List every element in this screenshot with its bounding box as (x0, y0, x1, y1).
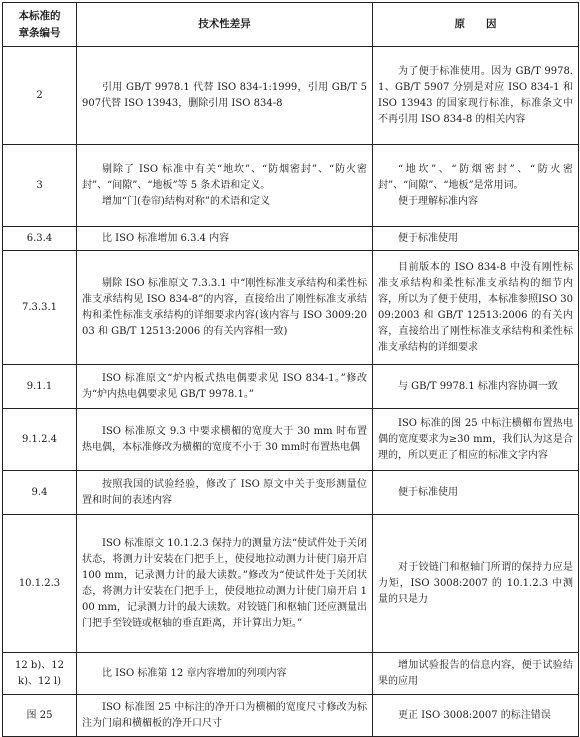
difference-text: ISO 标准原文“炉内板式热电偶要求见 ISO 834-1。”修改为“炉内热电偶要求见 GB/T 9978.1。” (82, 372, 367, 400)
difference-text: 剔除 ISO 标准原文 7.3.3.1 中“刚性标准支承结构和柔性标准支承结构见 ISO 834-8”的内容，直接给出了刚性标准支承结构和柔性标准支承结构的详细要求内容(该内容与 ISO 3009:2003 和 GB/T 12513:2006 的有关内容相一致) (82, 277, 367, 337)
reason-cell (373, 515, 579, 653)
difference-cell (77, 695, 373, 737)
header-clause-line-2: 章条编号 (18, 26, 61, 39)
header-clause-number (3, 3, 77, 47)
difference-cell (77, 653, 373, 695)
clause-cell: 6.3.4 (3, 227, 77, 251)
difference-cell (77, 251, 373, 365)
difference-cell (77, 145, 373, 227)
difference-cell (77, 365, 373, 409)
difference-cell (77, 227, 373, 251)
table-row (3, 145, 579, 227)
header-clause-line-1: 本标准的 (18, 9, 61, 22)
clause-cell: 9.4 (3, 471, 77, 515)
difference-text: 剔除了 ISO 标准中有关“地坎”、“防烟密封”、“防火密封”、“间隙”、“地板”等 5 条术语和定义。 (82, 163, 367, 191)
reason-cell (373, 365, 579, 409)
reason-cell (373, 227, 579, 251)
table-header-row (3, 3, 579, 47)
reason-text: 为了便于标准使用。因为 GB/T 9978.1、GB/T 5907 分别是对应 ISO 834-1 和 ISO 13943 的国家现行标准，标准条文中不再引用 ISO 834-8 的相关内容 (378, 65, 573, 125)
reason-text: 对于铰链门和枢轴门所谓的保持力应是力矩，ISO 3008:2007 的 10.1.2.3 中测量的只是力 (378, 561, 573, 605)
table-row (3, 227, 579, 251)
reason-text: 便于标准使用 (398, 486, 458, 498)
table-row (3, 47, 579, 145)
difference-text: ISO 标准原文 9.3 中要求横楣的宽度大于 30 mm 时布置热电偶，本标准修改为横楣的宽度不小于 30 mm时布置热电偶 (82, 425, 367, 453)
difference-text: 比 ISO 标准增加 6.3.4 内容 (102, 232, 230, 244)
clause-cell: 12 b)、12 k)、12 l) (3, 653, 77, 695)
difference-text: ISO 标准图 25 中标注的净开口为横楣的宽度尺寸修改为标注为门扇和横楣板的净开口尺寸 (82, 701, 367, 729)
reason-cell (373, 145, 579, 227)
reason-text: 增加试验报告的信息内容，便于试验结果的应用 (378, 659, 573, 687)
clause-cell: 10.1.2.3 (3, 515, 77, 653)
table-row (3, 365, 579, 409)
clause-cell: 图 25 (3, 695, 77, 737)
clause-cell: 3 (3, 145, 77, 227)
reason-cell (373, 47, 579, 145)
difference-text: 比 ISO 标准第 12 章内容增加的列项内容 (102, 667, 287, 679)
clause-cell: 7.3.3.1 (3, 251, 77, 365)
table-row (3, 653, 579, 695)
table-row (3, 515, 579, 653)
header-technical-difference: 技术性差异 (77, 3, 373, 47)
difference-text: 引用 GB/T 9978.1 代替 ISO 834-1:1999，引用 GB/T 5907代替 ISO 13943，删除引用 ISO 834-8 (82, 81, 367, 109)
technical-differences-table (2, 2, 579, 737)
reason-text: 更正 ISO 3008:2007 的标注错误 (398, 709, 551, 721)
reason-cell (373, 653, 579, 695)
difference-cell (77, 515, 373, 653)
reason-text: 便于标准使用 (398, 232, 458, 244)
clause-cell: 9.1.1 (3, 365, 77, 409)
difference-cell (77, 47, 373, 145)
reason-text: 便于理解标准内容 (398, 195, 478, 207)
table-row (3, 409, 579, 471)
reason-text: “地坎”、“防烟密封”、“防火密封”、“间隙”、“地板”是常用词。 (378, 163, 573, 191)
table-row (3, 471, 579, 515)
reason-text: ISO 标准的图 25 中标注横楣布置热电偶的宽度要求为≥30 mm，我们认为这是合理的，所以更正了相应的标准文字内容 (378, 417, 573, 461)
document-page (2, 2, 578, 729)
table-row (3, 251, 579, 365)
difference-cell (77, 471, 373, 515)
difference-text: ISO 标准原文 10.1.2.3 保持力的测量方法“使试件处于关闭状态，将测力计安装在门把手上，使侵地拉动测力计使门扇开启 100 mm，记录测力计的最大读数。”修改为“使试件处于关闭状态，将测力计安装在门把手上，使侵地拉动测力计使门扇开启 100 mm，记录测力计的最大读数。对铰链门和枢轴门还应测量出门把手至铰链或枢轴的垂直距离，并计算出力矩。” (82, 537, 367, 629)
reason-text: 与 GB/T 9978.1 标准内容协调一致 (398, 380, 558, 392)
difference-text: 按照我国的试验经验，修改了 ISO 原文中关于变形测量位置和时间的表述内容 (82, 478, 367, 506)
difference-cell (77, 409, 373, 471)
reason-cell (373, 251, 579, 365)
reason-cell (373, 471, 579, 515)
clause-cell: 9.1.2.4 (3, 409, 77, 471)
table-row (3, 695, 579, 737)
difference-text: 增加“门(卷帘)结构对称”的术语和定义 (102, 195, 271, 207)
reason-text: 目前版本的 ISO 834-8 中没有刚性标准支承结构和柔性标准支承结构的细节内容，所以为了便于使用，本标准参照ISO 3009:2003 和 GB/T 12513:2006 的有关内容，直接给出了刚性标准支承结构和柔性标准支承结构的详细要求 (378, 261, 573, 353)
clause-cell: 2 (3, 47, 77, 145)
reason-cell (373, 409, 579, 471)
reason-cell (373, 695, 579, 737)
header-reason: 原 因 (373, 3, 579, 47)
